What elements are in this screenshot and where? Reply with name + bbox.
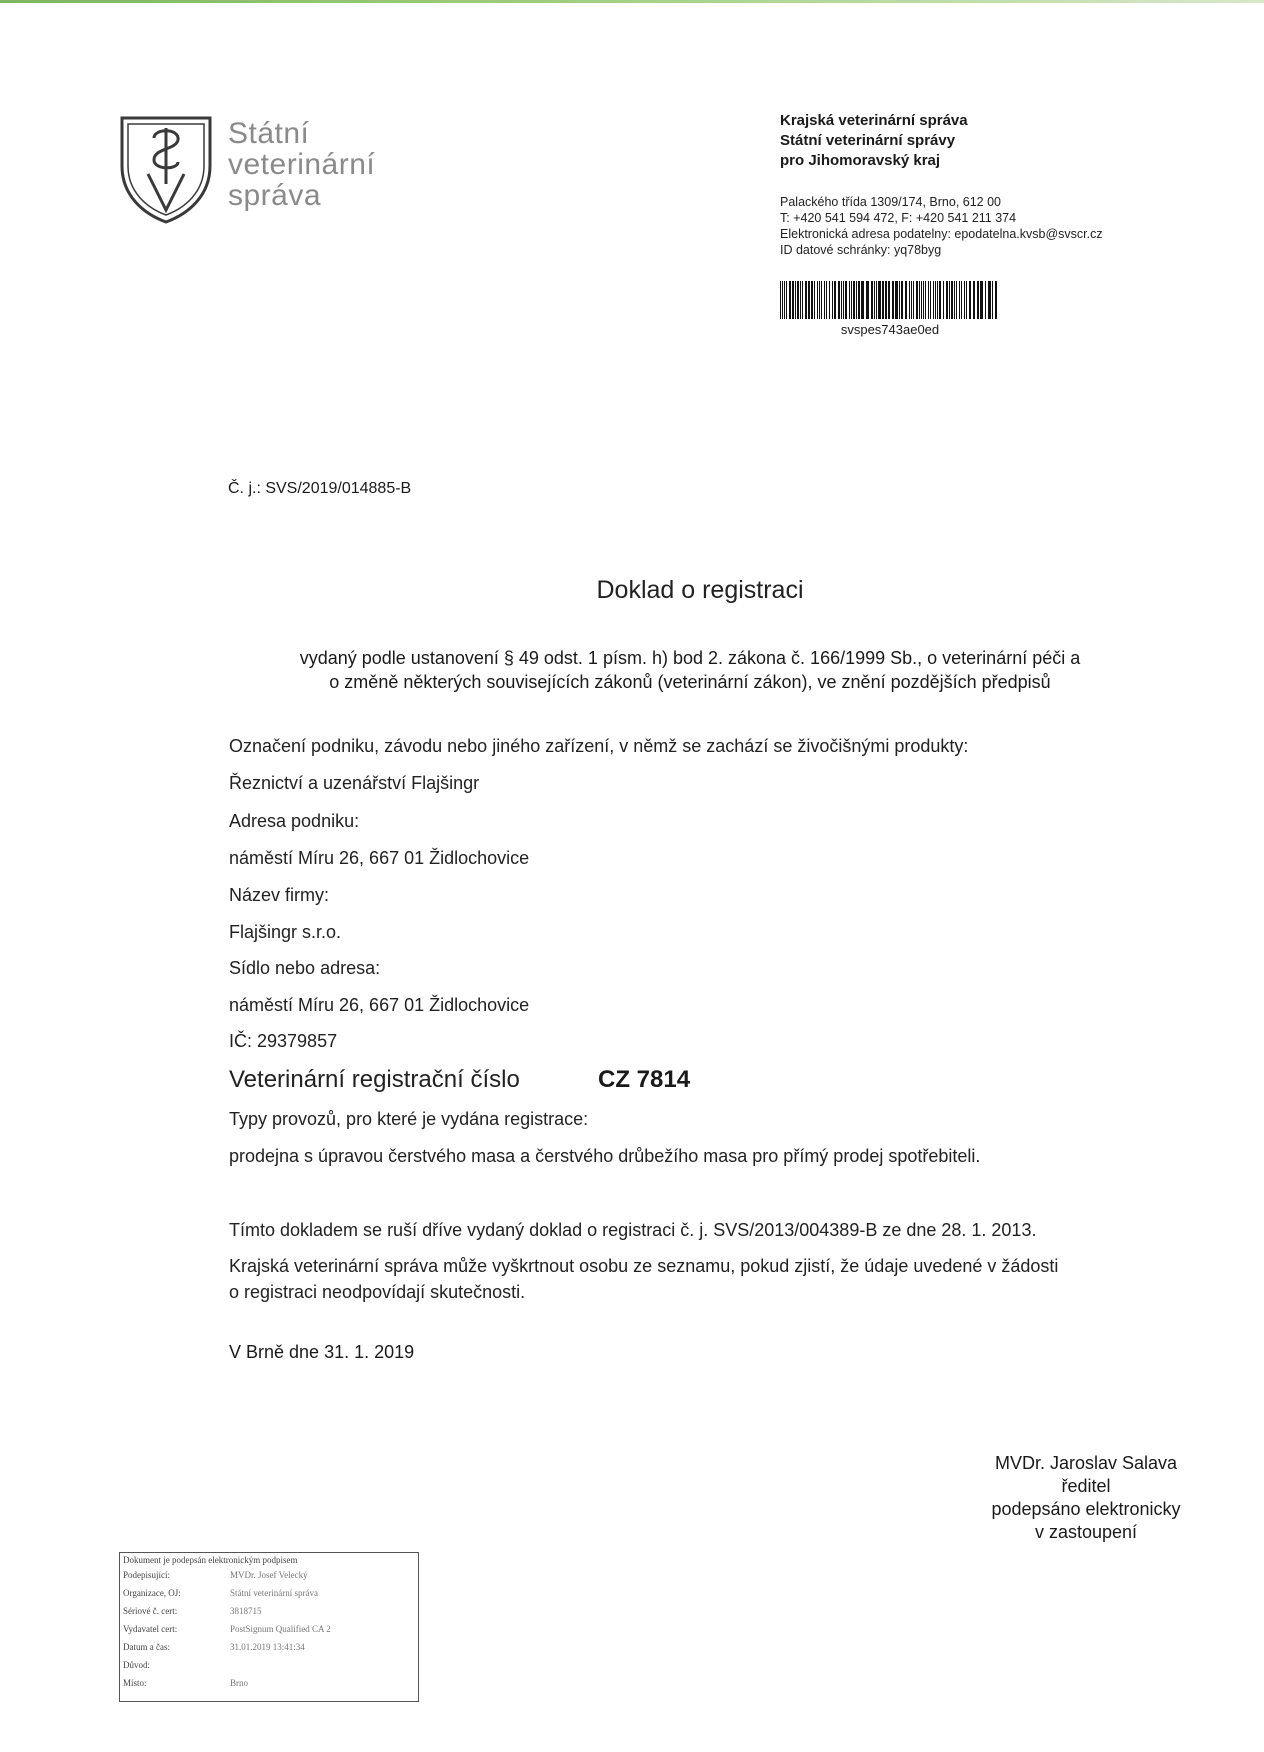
barcode-bar — [874, 281, 875, 319]
establishment-value: Řeznictví a uzenářství Flajšingr — [229, 773, 480, 793]
barcode-bar — [933, 281, 934, 319]
barcode-bar — [811, 281, 813, 319]
barcode-bar — [861, 281, 864, 319]
operation-types-value: prodejna s úpravou čerstvého masa a čerstvého drůbežího masa pro přímý prodej spotřebiteli. — [229, 1146, 981, 1166]
esig-key: Sériové č. cert: — [123, 1606, 178, 1616]
barcode-bar — [919, 281, 920, 319]
esig-key: Datum a čas: — [123, 1642, 170, 1652]
esig-key: Podepisující: — [123, 1570, 170, 1580]
esig-key: Organizace, OJ: — [123, 1588, 181, 1598]
esig-row — [123, 1678, 413, 1694]
barcode-bar — [826, 281, 827, 319]
barcode-bar — [853, 281, 855, 319]
barcode-icon — [780, 281, 1000, 319]
contact-address: Palackého třída 1309/174, Brno, 612 00 — [780, 195, 1001, 209]
barcode-bar — [858, 281, 860, 319]
barcode-bar — [814, 281, 815, 319]
barcode-bar — [988, 281, 991, 319]
barcode-bar — [916, 281, 918, 319]
esig-value: 3818715 — [230, 1606, 262, 1616]
address-label: Adresa podniku: — [229, 811, 360, 831]
barcode-bar — [969, 281, 971, 319]
barcode-bar — [980, 281, 983, 319]
esig-key: Vydavatel cert: — [123, 1624, 178, 1634]
company-value: Flajšingr s.r.o. — [229, 922, 342, 942]
barcode-bar — [838, 281, 840, 319]
esig-value: PostSignum Qualified CA 2 — [230, 1624, 331, 1634]
esig-key: Místo: — [123, 1678, 147, 1688]
barcode-bar — [951, 281, 953, 319]
esig-value: Státní veterinární správa — [230, 1588, 318, 1598]
legal-basis — [230, 646, 1150, 694]
barcode-bar — [805, 281, 807, 319]
barcode-bar — [935, 281, 936, 319]
barcode-bar — [845, 281, 847, 319]
barcode-bar — [949, 281, 950, 319]
signature-block — [936, 1452, 1236, 1544]
barcode-bar — [959, 281, 960, 319]
document-title: Doklad o registraci — [596, 576, 804, 604]
barcode-bar — [911, 281, 912, 319]
establishment-label: Označení podniku, závodu nebo jiného zařízení, v němž se zachází se živočišnými produkty: — [229, 736, 969, 756]
barcode-bar — [784, 281, 785, 319]
signed-electronically: podepsáno elektronicky — [991, 1499, 1181, 1519]
electronic-signature-box — [119, 1552, 419, 1702]
barcode-bar — [961, 281, 962, 319]
signed-by-proxy: v zastoupení — [1034, 1522, 1138, 1542]
esig-value: 31.01.2019 13:41:34 — [230, 1642, 305, 1652]
barcode-bar — [930, 281, 931, 319]
esig-value: Brno — [230, 1678, 248, 1688]
barcode-bar — [808, 281, 810, 319]
barcode-bar — [832, 281, 833, 319]
company-label: Název firmy: — [229, 885, 330, 905]
barcode-bar — [925, 281, 926, 319]
esig-row — [123, 1624, 413, 1640]
barcode-bar — [985, 281, 986, 319]
removal-note-line-1: Krajská veterinární správa může vyškrtnout osobu ze seznamu, pokud zjistí, že údaje uvedené v žádosti — [229, 1256, 1059, 1276]
barcode-bar — [876, 281, 877, 319]
esig-value: MVDr. Josef Velecký — [230, 1570, 308, 1580]
barcode-bar — [937, 281, 938, 319]
barcode-bar — [780, 281, 781, 319]
barcode-bar — [834, 281, 836, 319]
barcode-bar — [843, 281, 844, 319]
barcode-bar — [789, 281, 791, 319]
barcode-bar — [841, 281, 842, 319]
barcode-bar — [800, 281, 801, 319]
barcode-bar — [923, 281, 924, 319]
barcode-bar — [973, 281, 975, 319]
svs-shield-logo-icon — [118, 114, 214, 226]
barcode-bar — [792, 281, 794, 319]
barcode-bar — [797, 281, 799, 319]
barcode-bar — [882, 281, 884, 319]
top-accent-line — [0, 0, 1264, 3]
barcode-text: svspes743ae0ed — [840, 322, 940, 337]
address-value: náměstí Míru 26, 667 01 Židlochovice — [229, 848, 530, 868]
barcode-bar — [946, 281, 948, 319]
barcode-bar — [892, 281, 894, 319]
barcode-bar — [977, 281, 979, 319]
reference-number: Č. j.: SVS/2019/014885-B — [228, 480, 412, 497]
place-and-date: V Brně dne 31. 1. 2019 — [229, 1342, 415, 1362]
barcode-bar — [995, 281, 997, 319]
barcode-bar — [817, 281, 818, 319]
barcode-bar — [921, 281, 922, 319]
barcode-bar — [913, 281, 914, 319]
barcode-bar — [954, 281, 955, 319]
barcode-bar — [782, 281, 783, 319]
ico-number: IČ: 29379857 — [229, 1031, 338, 1051]
contact-info — [780, 194, 1103, 258]
esig-row — [123, 1570, 413, 1586]
barcode-bar — [849, 281, 850, 319]
barcode-bar — [878, 281, 881, 319]
barcode-bar — [966, 281, 967, 319]
logo-line-1: Státní — [228, 117, 310, 150]
barcode-bar — [895, 281, 898, 319]
barcode-bar — [992, 281, 993, 319]
esig-key: Důvod: — [123, 1660, 150, 1670]
signatory-role: ředitel — [1061, 1476, 1111, 1496]
signatory-name: MVDr. Jaroslav Salava — [994, 1453, 1178, 1473]
barcode-bar — [856, 281, 857, 319]
barcode-bar — [819, 281, 820, 319]
barcode-bar — [829, 281, 830, 319]
contact-phone: T: +420 541 594 472, F: +420 541 211 374 — [780, 211, 1017, 225]
logo-line-3: správa — [228, 179, 322, 212]
barcode-bar — [901, 281, 903, 319]
esig-header: Dokument je podepsán elektronickým podpisem — [123, 1555, 298, 1565]
esig-row — [123, 1588, 413, 1604]
barcode-bar — [964, 281, 965, 319]
contact-databox: ID datové schránky: yq78byg — [780, 243, 942, 257]
barcode-bar — [943, 281, 944, 319]
barcode-bar — [851, 281, 852, 319]
registration-label: Veterinární registrační číslo — [229, 1066, 520, 1093]
barcode-bar — [909, 281, 910, 319]
barcode-bar — [824, 281, 825, 319]
esig-row — [123, 1660, 413, 1676]
seat-value: náměstí Míru 26, 667 01 Židlochovice — [229, 995, 530, 1015]
barcode-bar — [866, 281, 869, 319]
removal-note-line-2: o registraci neodpovídají skutečnosti. — [229, 1282, 526, 1302]
org-line-1: Krajská veterinární správa — [780, 112, 968, 129]
barcode-bar — [871, 281, 873, 319]
operation-types-label: Typy provozů, pro které je vydána registrace: — [229, 1109, 589, 1129]
esig-row — [123, 1642, 413, 1658]
cancellation-note: Tímto dokladem se ruší dříve vydaný doklad o registraci č. j. SVS/2013/004389-B ze dne 28. 1. 2013. — [229, 1220, 1037, 1240]
barcode-bar — [885, 281, 887, 319]
logo-wordmark — [228, 118, 375, 211]
seat-label: Sídlo nebo adresa: — [229, 958, 381, 978]
barcode-bar — [795, 281, 796, 319]
esig-row — [123, 1606, 413, 1622]
org-line-3: pro Jihomoravský kraj — [780, 152, 941, 169]
logo-line-2: veterinární — [228, 148, 376, 181]
barcode-bar — [928, 281, 929, 319]
barcode-bar — [888, 281, 890, 319]
barcode-bar — [939, 281, 941, 319]
barcode-bar — [899, 281, 900, 319]
legal-basis-line-2: o změně některých souvisejících zákonů (veterinární zákon), ve znění pozdějších předpisů — [329, 672, 1051, 692]
legal-basis-line-1: vydaný podle ustanovení § 49 odst. 1 písm. h) bod 2. zákona č. 166/1999 Sb., o veterinární péči a — [299, 648, 1081, 668]
barcode-bar — [802, 281, 803, 319]
barcode-bar — [956, 281, 957, 319]
organization-header — [780, 111, 968, 171]
barcode-bar — [905, 281, 907, 319]
org-line-2: Státní veterinární správy — [780, 132, 956, 149]
contact-email: Elektronická adresa podatelny: epodatelna.kvsb@svscr.cz — [780, 227, 1103, 241]
registration-number: CZ 7814 — [598, 1066, 691, 1093]
barcode-bar — [786, 281, 787, 319]
barcode-bar — [821, 281, 822, 319]
